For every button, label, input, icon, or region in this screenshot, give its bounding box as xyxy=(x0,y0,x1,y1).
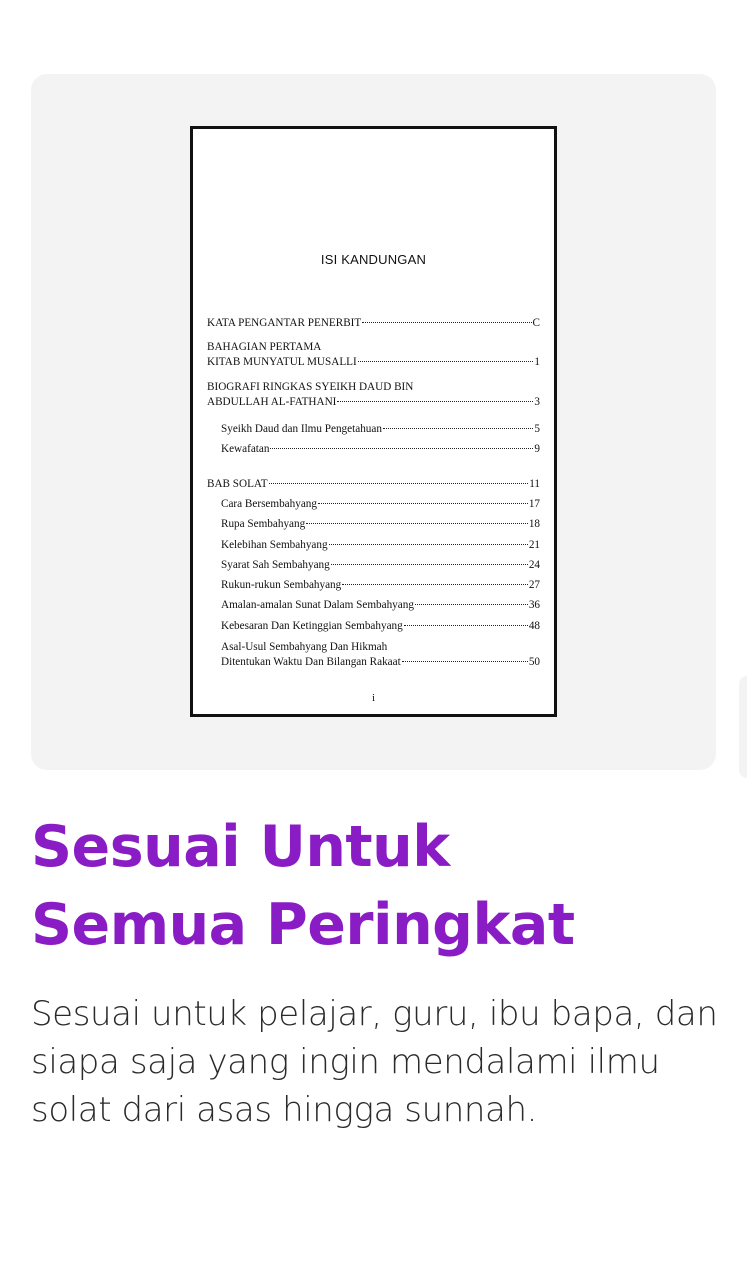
toc-entry-page: 3 xyxy=(534,396,540,408)
toc-entry xyxy=(207,380,540,410)
image-card xyxy=(31,74,716,770)
toc-entry-text: Rukun-rukun Sembahyang xyxy=(221,579,342,591)
toc-entry-page: 9 xyxy=(534,443,540,455)
toc-entry-page: 1 xyxy=(534,356,540,368)
toc-entry xyxy=(221,538,540,553)
toc-entry-page: C xyxy=(532,317,540,329)
toc-entry-text: Rupa Sembahyang xyxy=(221,518,306,530)
toc-entry xyxy=(221,497,540,512)
toc-entry-page: 11 xyxy=(529,478,540,490)
feature-heading xyxy=(31,808,575,964)
toc-entry-page: 18 xyxy=(528,518,540,530)
toc-entry xyxy=(221,598,540,613)
toc-entry-page: 24 xyxy=(528,559,540,571)
toc-entry-text: KITAB MUNYATUL MUSALLI xyxy=(207,356,357,368)
toc-entry xyxy=(221,517,540,532)
toc-entry xyxy=(221,578,540,593)
toc-entry xyxy=(221,640,540,670)
toc-entry xyxy=(221,558,540,573)
toc-entry xyxy=(207,340,540,370)
toc-entry xyxy=(207,477,540,492)
toc-entry-page: 50 xyxy=(528,656,540,668)
toc-entry xyxy=(221,422,540,437)
toc-entry-text: Amalan-amalan Sunat Dalam Sembahyang xyxy=(221,599,414,611)
toc-entry-page: 21 xyxy=(528,539,540,551)
toc-entry-text: Kelebihan Sembahyang xyxy=(221,539,328,551)
toc-entry-text: BAB SOLAT xyxy=(207,478,268,490)
toc-entry-text: Ditentukan Waktu Dan Bilangan Rakaat xyxy=(221,656,401,668)
toc-entry-text: BIOGRAFI RINGKAS SYEIKH DAUD BIN xyxy=(207,381,414,393)
toc-entry xyxy=(221,619,540,634)
feature-heading-line: Semua Peringkat xyxy=(31,892,575,958)
toc-entry-text: Kewafatan xyxy=(221,443,270,455)
next-card-edge[interactable] xyxy=(739,676,747,778)
feature-description: Sesuai untuk pelajar, guru, ibu bapa, dan siapa saja yang ingin mendalami ilmu solat dari asas hingga sunnah. xyxy=(31,994,718,1130)
toc-entry-text: Asal-Usul Sembahyang Dan Hikmah xyxy=(221,641,388,653)
feature-heading-line: Sesuai Untuk xyxy=(31,814,450,880)
book-page-image xyxy=(190,126,557,717)
toc-entry-text: Syeikh Daud dan Ilmu Pengetahuan xyxy=(221,423,382,435)
toc-entry-text: ABDULLAH AL-FATHANI xyxy=(207,396,337,408)
toc-entry xyxy=(207,316,540,331)
toc-entry-page: 17 xyxy=(528,498,540,510)
toc-entry-text: Syarat Sah Sembahyang xyxy=(221,559,330,571)
toc-entry-page: 36 xyxy=(528,599,540,611)
toc-entry-page: 27 xyxy=(528,579,540,591)
page-folio: i xyxy=(371,692,376,704)
toc-entry-page: 5 xyxy=(534,423,540,435)
toc-entry-text: KATA PENGANTAR PENERBIT xyxy=(207,317,362,329)
toc-entry-text: Cara Bersembahyang xyxy=(221,498,317,510)
toc-entry xyxy=(221,442,540,457)
toc-entry-text: Kebesaran Dan Ketinggian Sembahyang xyxy=(221,620,403,632)
toc-entry-page: 48 xyxy=(528,620,540,632)
toc-title: ISI KANDUNGAN xyxy=(320,252,427,267)
toc-entry-text: BAHAGIAN PERTAMA xyxy=(207,341,322,353)
